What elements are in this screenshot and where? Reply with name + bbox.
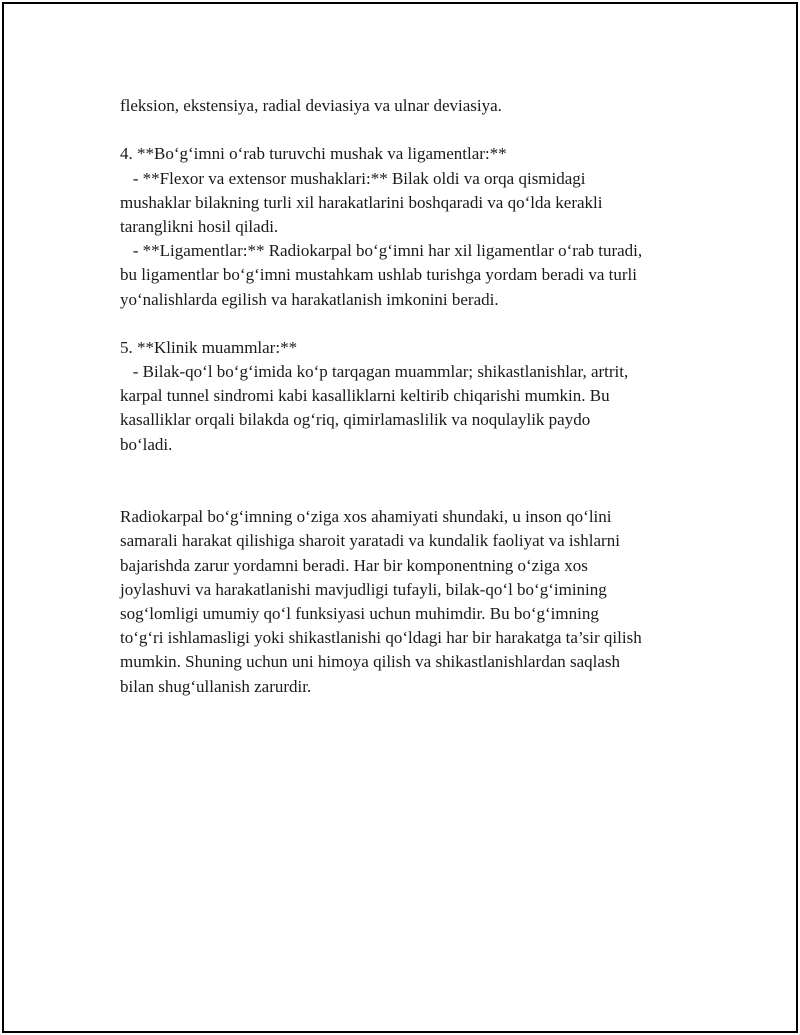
text-line-8: bu ligamentlar bo‘g‘imni mustahkam ushlab turishga yordam beradi va turli bbox=[120, 265, 637, 285]
text-line-1: fleksion, ekstensiya, radial deviasiya va ulnar deviasiya. bbox=[120, 96, 502, 115]
conclusion-line-2: samarali harakat qilishiga sharoit yaratadi va kundalik faoliyat va ishlarni bbox=[120, 531, 620, 551]
section-5-heading: 5. **Klinik muammlar:** bbox=[120, 337, 298, 357]
text-line-13: karpal tunnel sindromi kabi kasalliklarni keltirib chiqarishi mumkin. Bu bbox=[120, 386, 610, 406]
blank-line bbox=[120, 118, 710, 142]
text-line-15: bo‘ladi. bbox=[120, 434, 173, 454]
text-line-6: taranglikni hosil qiladi. bbox=[120, 216, 279, 236]
text-line-7: - **Ligamentlar:** Radiokarpal bo‘g‘imni har xil ligamentlar o‘rab turadi, bbox=[120, 241, 643, 261]
blank-line bbox=[120, 312, 710, 336]
blank-line bbox=[120, 457, 710, 481]
text-line-4: - **Flexor va extensor mushaklari:** Bilak oldi va orqa qismidagi bbox=[120, 168, 586, 188]
text-line-5: mushaklar bilakning turli xil harakatlarini boshqaradi va qo‘lda kerakli bbox=[120, 192, 603, 212]
text-line-14: kasalliklar orqali bilakda og‘riq, qimirlamaslilik va noqulaylik paydo bbox=[120, 410, 591, 430]
document-body bbox=[120, 94, 710, 699]
blank-line bbox=[120, 481, 710, 505]
conclusion-line-4: joylashuvi va harakatlanishi mavjudligi tufayli, bilak-qo‘l bo‘g‘imining bbox=[120, 579, 607, 599]
conclusion-line-5: sog‘lomligi umumiy qo‘l funksiyasi uchun muhimdir. Bu bo‘g‘imning bbox=[120, 603, 599, 623]
text-line-9: yo‘nalishlarda egilish va harakatlanish imkonini beradi. bbox=[120, 289, 499, 309]
conclusion-line-3: bajarishda zarur yordamni beradi. Har bir komponentning o‘ziga xos bbox=[120, 555, 588, 575]
conclusion-line-7: mumkin. Shuning uchun uni himoya qilish va shikastlanishlardan saqlash bbox=[120, 652, 621, 672]
text-line-12: - Bilak-qo‘l bo‘g‘imida ko‘p tarqagan muammlar; shikastlanishlar, artrit, bbox=[120, 362, 629, 382]
conclusion-line-1: Radiokarpal bo‘g‘imning o‘ziga xos ahamiyati shundaki, u inson qo‘lini bbox=[120, 507, 612, 527]
conclusion-line-6: to‘g‘ri ishlamasligi yoki shikastlanishi qo‘ldagi har bir harakatga ta’sir qilish bbox=[120, 628, 642, 648]
conclusion-line-8: bilan shug‘ullanish zarurdir. bbox=[120, 676, 312, 696]
document-page bbox=[2, 2, 798, 1033]
section-4-heading: 4. **Bo‘g‘imni o‘rab turuvchi mushak va ligamentlar:** bbox=[120, 144, 507, 164]
